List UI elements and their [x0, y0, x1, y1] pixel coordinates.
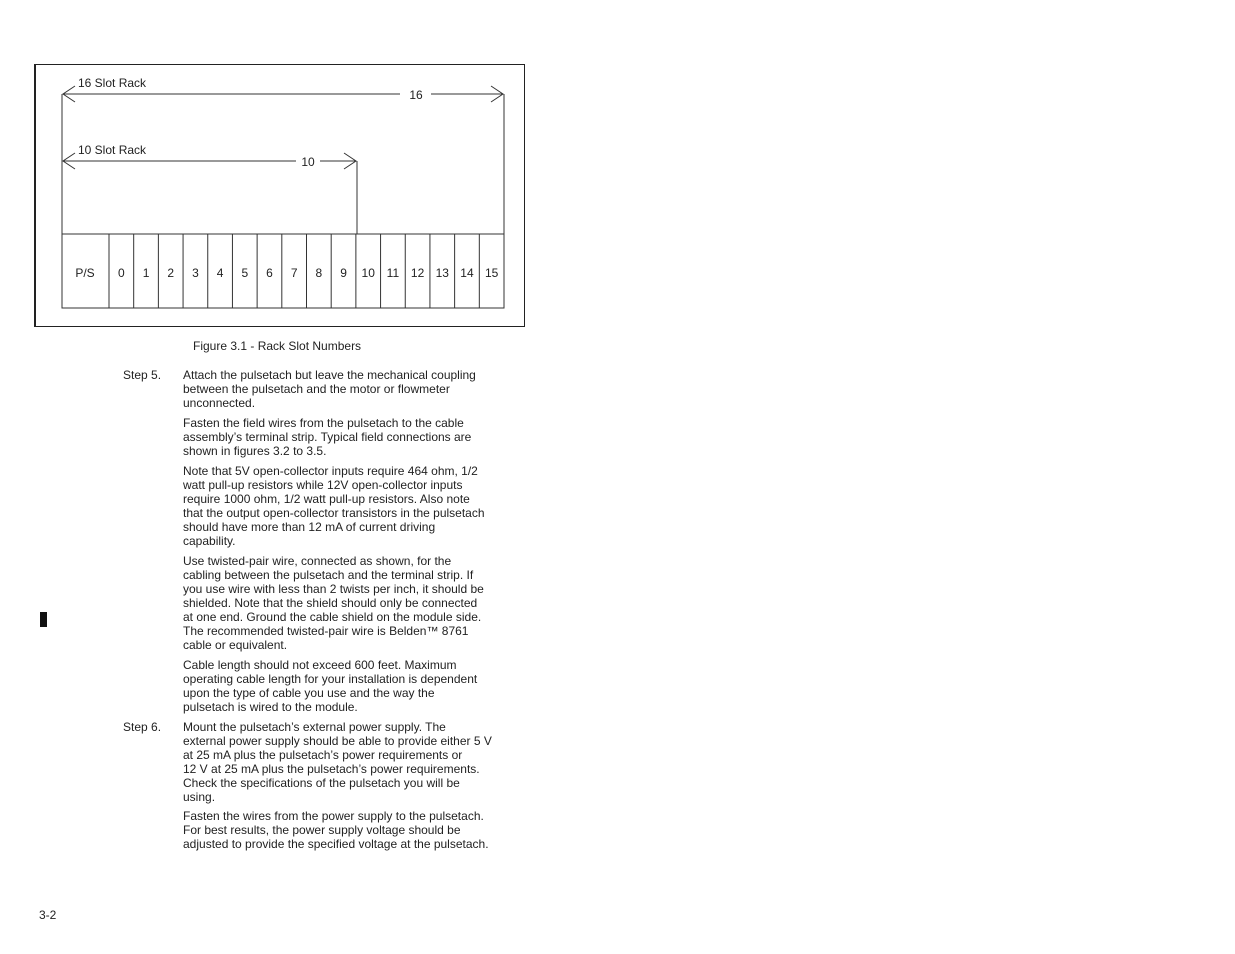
text-line: at 25 mA plus the pulsetach’s power requirements or [183, 748, 463, 762]
text-line: between the pulsetach and the motor or flowmeter [183, 382, 450, 396]
text-line: Fasten the field wires from the pulsetach to the cable [183, 416, 464, 430]
text-line: Mount the pulsetach’s external power supply. The [183, 720, 446, 734]
slot-number: 1 [142, 266, 150, 280]
slot-number: 12 [410, 266, 425, 280]
text-line: using. [183, 790, 216, 804]
step-5-label: Step 5. [123, 368, 162, 382]
slot-number: 15 [484, 266, 499, 280]
text-line: assembly’s terminal strip. Typical field connections are [183, 430, 472, 444]
slot-number: 5 [241, 266, 249, 280]
rack10-label: 10 Slot Rack [78, 143, 147, 157]
text-line: capability. [183, 534, 236, 548]
text-line: Fasten the wires from the power supply to the pulsetach. [183, 809, 484, 823]
slot-number: 0 [118, 266, 125, 280]
text-line: cabling between the pulsetach and the terminal strip. If [183, 568, 474, 582]
revision-change-bar [40, 612, 47, 627]
text-line: Use twisted-pair wire, connected as shown, for the [183, 554, 452, 568]
slot-number: 13 [435, 266, 449, 280]
rack-diagram [34, 64, 525, 328]
text-line: pulsetach is wired to the module. [183, 700, 358, 714]
figure-caption: Figure 3.1 - Rack Slot Numbers [193, 339, 362, 353]
paragraph-field-wires [183, 416, 513, 458]
text-line: watt pull-up resistors while 12V open-collector inputs [183, 478, 463, 492]
text-line: Note that 5V open-collector inputs require 464 ohm, 1/2 [183, 464, 478, 478]
slot-number: 7 [290, 266, 298, 280]
slot-number: 8 [315, 266, 323, 280]
text-line: at one end. Ground the cable shield on the module side. [183, 610, 482, 624]
step-6-label: Step 6. [123, 720, 162, 734]
text-line: that the output open-collector transistors in the pulsetach [183, 506, 485, 520]
text-line: external power supply should be able to provide either 5 V [183, 734, 492, 748]
slot-number: 4 [216, 266, 224, 280]
paragraph-attach-pulsetach [183, 368, 513, 410]
ps-label: P/S [75, 266, 95, 280]
text-line: should have more than 12 mA of current driving [183, 520, 436, 534]
text-line: shielded. Note that the shield should only be connected [183, 596, 478, 610]
paragraph-twisted-pair [183, 554, 513, 652]
text-line: The recommended twisted-pair wire is Belden™ 8761 [183, 624, 469, 638]
slot-number: 10 [361, 266, 375, 280]
text-line: operating cable length for your installation is dependent [183, 672, 478, 686]
slot-number: 2 [167, 266, 175, 280]
text-line: you use wire with less than 2 twists per inch, it should be [183, 582, 484, 596]
rack-slot-figure [34, 64, 525, 328]
text-line: Cable length should not exceed 600 feet. Maximum [183, 658, 457, 672]
text-line: For best results, the power supply voltage should be [183, 823, 461, 837]
text-line: adjusted to provide the specified voltage at the pulsetach. [183, 837, 489, 851]
paragraph-power-supply [183, 720, 513, 804]
text-line: require 1000 ohm, 1/2 watt pull-up resistors. Also note [183, 492, 470, 506]
figure-frame [35, 65, 525, 327]
text-line: cable or equivalent. [183, 638, 288, 652]
page-number: 3-2 [39, 908, 57, 922]
text-line: upon the type of cable you use and the way the [183, 686, 435, 700]
slot-group [118, 234, 499, 308]
slot-number: 6 [266, 266, 273, 280]
rack16-count: 16 [409, 88, 423, 102]
text-line: shown in figures 3.2 to 3.5. [183, 444, 327, 458]
slot-number: 11 [386, 266, 400, 280]
slot-number: 3 [192, 266, 199, 280]
rack16-label: 16 Slot Rack [78, 76, 147, 90]
paragraph-pullup-resistors [183, 464, 513, 548]
paragraph-fasten-wires [183, 809, 513, 851]
paragraph-cable-length [183, 658, 513, 714]
text-line: Check the specifications of the pulsetach you will be [183, 776, 460, 790]
text-line: 12 V at 25 mA plus the pulsetach’s power requirements. [183, 762, 480, 776]
text-line: Attach the pulsetach but leave the mechanical coupling [183, 368, 476, 382]
slot-number: 14 [460, 266, 474, 280]
rack10-count: 10 [301, 155, 315, 169]
text-line: unconnected. [183, 396, 256, 410]
slot-number: 9 [340, 266, 347, 280]
